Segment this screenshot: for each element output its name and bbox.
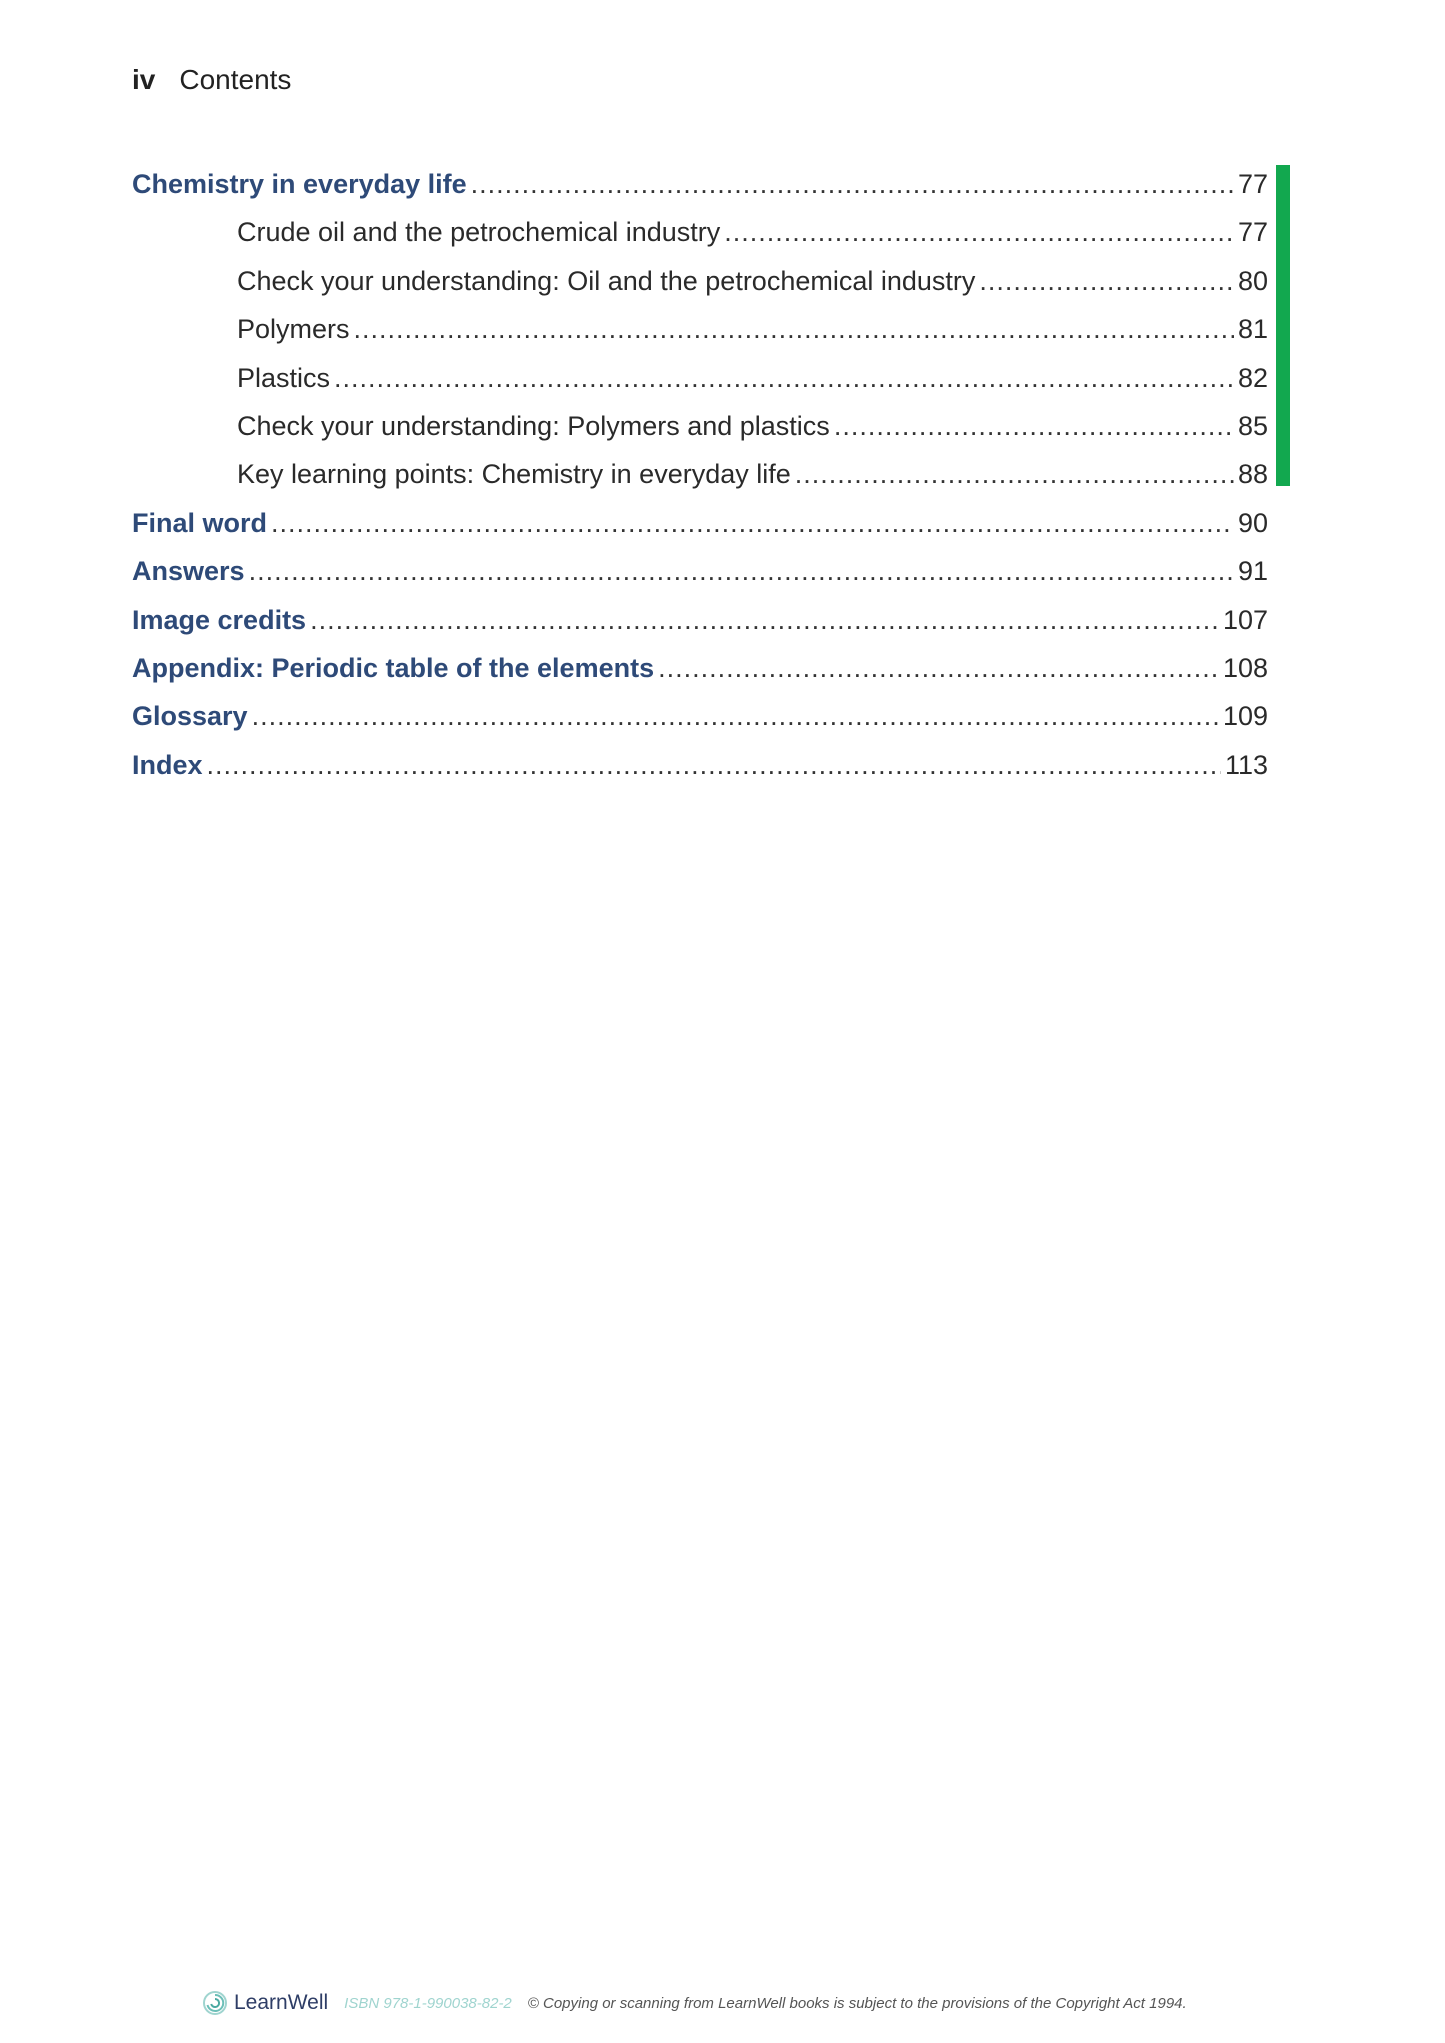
copyright-notice: © Copying or scanning from LearnWell books is subject to the provisions of the Copyright Act 1994.	[527, 1994, 1187, 2012]
dot-leader	[795, 450, 1234, 498]
page-number: iv	[132, 64, 156, 95]
toc-entry-page: 81	[1237, 314, 1268, 345]
dot-leader	[471, 160, 1234, 208]
dot-leader	[334, 354, 1234, 402]
learnwell-swirl-icon	[202, 1990, 228, 2016]
toc-entry-crude-oil[interactable]	[132, 208, 1268, 256]
toc-entry-page: 80	[1237, 265, 1268, 296]
toc-entry-page: 85	[1237, 410, 1268, 441]
toc-entry-page: 107	[1222, 604, 1268, 635]
dot-leader	[310, 596, 1219, 644]
toc-entry-page: 82	[1237, 362, 1268, 393]
dot-leader	[724, 208, 1234, 256]
dot-leader	[354, 305, 1234, 353]
toc-entry-answers[interactable]	[132, 547, 1268, 595]
toc-entry-page: 90	[1237, 507, 1268, 538]
dot-leader	[658, 644, 1219, 692]
page-title: Contents	[179, 64, 292, 95]
toc-entry-title: Chemistry in everyday life	[132, 169, 467, 199]
dot-leader	[271, 499, 1234, 547]
toc-entry-page: 88	[1237, 459, 1268, 490]
toc-entry-title: Final word	[132, 507, 267, 538]
toc-entry-title: Answers	[132, 556, 245, 587]
logo-text: LearnWell	[234, 1991, 329, 2014]
toc-entry-index[interactable]	[132, 741, 1268, 789]
toc-entry-title: Crude oil and the petrochemical industry	[237, 217, 721, 248]
dot-leader	[249, 547, 1234, 595]
toc-entry-check-oil[interactable]	[132, 257, 1268, 305]
toc-entry-page: 109	[1222, 701, 1268, 732]
toc-entry-chemistry-in-everyday-life[interactable]	[132, 160, 1268, 208]
toc-entry-final-word[interactable]	[132, 499, 1268, 547]
toc-entry-title: Glossary	[132, 701, 248, 732]
learnwell-logo	[202, 1990, 328, 2016]
page-footer	[202, 1986, 1187, 2020]
toc-entry-title: Plastics	[237, 362, 331, 393]
toc-entry-title: Polymers	[237, 314, 350, 345]
toc-entry-title: Index	[132, 749, 203, 780]
toc-entry-glossary[interactable]	[132, 692, 1268, 740]
dot-leader	[979, 257, 1234, 305]
toc-entry-appendix[interactable]	[132, 644, 1268, 692]
table-of-contents	[132, 160, 1268, 789]
toc-entry-plastics[interactable]	[132, 354, 1268, 402]
toc-entry-check-polymers[interactable]	[132, 402, 1268, 450]
toc-entry-page: 77	[1237, 217, 1268, 248]
page-header	[132, 60, 291, 100]
toc-entry-title: Check your understanding: Oil and the petrochemical industry	[237, 265, 976, 296]
toc-entry-page: 91	[1237, 556, 1268, 587]
toc-entry-title: Check your understanding: Polymers and plastics	[237, 410, 830, 441]
toc-entry-page: 113	[1224, 749, 1268, 780]
toc-entry-page: 77	[1237, 169, 1268, 199]
section-marker-bar	[1276, 165, 1290, 486]
toc-entry-title: Key learning points: Chemistry in everyday life	[237, 459, 791, 490]
dot-leader	[252, 692, 1219, 740]
dot-leader	[207, 741, 1221, 789]
toc-entry-title: Image credits	[132, 604, 307, 635]
toc-entry-page: 108	[1222, 652, 1268, 683]
isbn-text: ISBN 978-1-990038-82-2	[344, 1994, 512, 2012]
toc-entry-key-learning-points[interactable]	[132, 450, 1268, 498]
toc-entry-title: Appendix: Periodic table of the elements	[132, 652, 655, 683]
dot-leader	[834, 402, 1234, 450]
toc-entry-image-credits[interactable]	[132, 596, 1268, 644]
toc-entry-polymers[interactable]	[132, 305, 1268, 353]
